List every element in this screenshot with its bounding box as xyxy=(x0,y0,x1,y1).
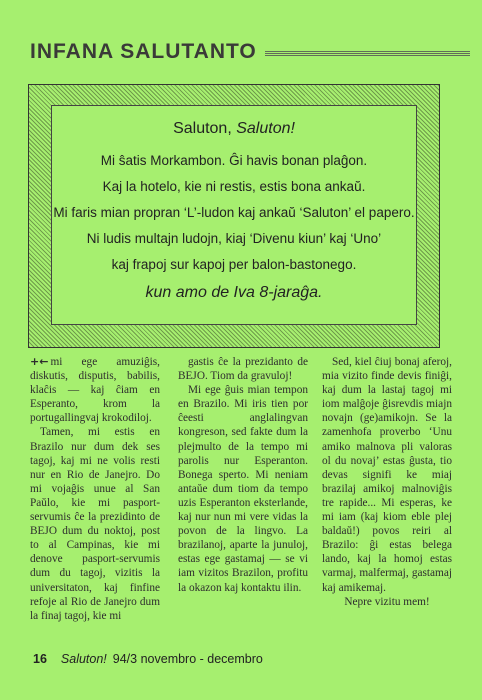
paragraph-text: mi ege amuziĝis, diskutis, disputis, babilis, klaĉis — kaj ĉiam en Esperanto, krom la portugallingvaj krokodiloj. xyxy=(30,356,160,425)
greeting-italic: Saluton! xyxy=(236,120,295,137)
magazine-name: Saluton! xyxy=(60,652,107,666)
letter-line: Mi ŝatis Morkambon. Ĝi havis bonan plaĝon. xyxy=(100,153,368,168)
paragraph: Tamen, mi estis en Brazilo nur dum dek ses tagoj, kaj mi ne volis resti nur en Rio de Janejro. Do mi vojaĝis unue al San Paŭlo, kie mi pasport-servumis ĉe la prezidinto de BEJO dum du noktoj, post to al Campinas, kie mi denove pasport-servumis dum du tagoj, vizitis la universitaton, kaj finfine refoje al Rio de Janejro dum la finaj tagoj, kie mi xyxy=(30,426,160,622)
arrow-left-icon: +← xyxy=(30,355,49,368)
page-number: 16 xyxy=(33,652,47,666)
letter-greeting xyxy=(52,120,416,138)
paragraph: Nepre vizitu mem! xyxy=(344,595,430,608)
section-title: INFANA SALUTANTO xyxy=(30,40,257,63)
article-column-1 xyxy=(30,355,160,623)
page-footer xyxy=(33,652,263,666)
letter-line: Ni ludis multajn ludojn, kiaj ‘Divenu kiun’ kaj ‘Uno’ xyxy=(86,231,382,246)
paragraph xyxy=(30,355,160,425)
header-rule xyxy=(265,50,470,56)
section-header xyxy=(30,38,470,66)
letter-line: Mi faris mian propran ‘L’-ludon kaj ankaŭ ‘Saluton’ el papero. xyxy=(53,205,415,220)
letter-line: kaj frapoj sur kapoj per balon-bastonego. xyxy=(111,257,357,272)
issue-info: 94/3 novembro - decembro xyxy=(112,652,263,666)
paragraph: Sed, kiel ĉiuj bonaj aferoj, mia vizito finde devis finiĝi, kaj dum la lastaj tagoj mi iom malĝoje ĝisrevdis miajn novajn (ge)amikojn. Se la zamenhofa proverbo ‘Unu amiko malnova pli valoras ol du novaj’ estas ĝusta, tio devas signifi ke miaj brazilaj amikoj malnoviĝis tre rapide... Mi esperas, ke mi iam (kaj kiom eble plej baldaŭ!) povos reiri al Brazilo: ĝi estas belega lando, kaj la homoj estas varmaj, malfermaj, gastamaj kaj amikemaj. xyxy=(322,356,452,594)
paragraph: Mi ege ĝuis mian tempon en Brazilo. Mi iris tien por ĉeesti anglalingvan kongreson, sed fakte dum la plejmulto de la tempo mi parolis nur Esperanton. Bonega sperto. Mi neniam antaŭe dum tiom da tempo uzis Esperanton eksterlande, kaj nur nun mi vere vidas la povon de la lingvo. La brazilanoj, aparte la junuloj, estas ege gastamaj — se vi iam vizitos Brazilon, profitu la okazon kaj kontaktu ilin. xyxy=(178,384,308,594)
letter-line: Kaj la hotelo, kie ni restis, estis bona ankaŭ. xyxy=(102,179,366,194)
letter-signature: kun amo de Iva 8-jaraĝa. xyxy=(145,284,323,301)
article-column-2 xyxy=(178,355,308,595)
letter-frame xyxy=(28,84,440,348)
greeting-plain: Saluton, xyxy=(173,120,237,137)
paragraph: gastis ĉe la prezidanto de BEJO. Tiom da gravuloj! xyxy=(178,356,308,383)
letter-box xyxy=(51,105,417,325)
article-column-3 xyxy=(322,355,452,609)
